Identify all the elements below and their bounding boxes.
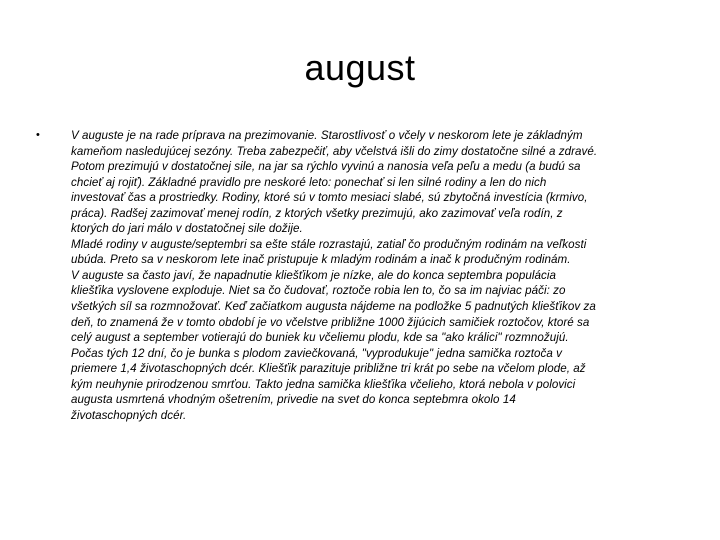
bullet-icon: • [36,129,40,141]
slide-title: august [304,47,416,88]
text-line: investovať čas a prostriedky. Rodiny, ktoré sú v tomto mesiaci slabé, sú zbytočná investícia (krmivo, [71,191,588,205]
text-line: práca). Radšej zazimovať menej rodín, z ktorých všetky prezimujú, ako zazimovať veľa rodín, z [71,206,563,220]
text-line: chcieť aj rojiť). Základné pravidlo pre neskoré leto: ponechať si len silné rodiny a len do nich [71,175,547,189]
text-line: augusta usmrtená vhodným ošetrením, privedie na svet do konca septebmra okolo 14 [71,393,516,407]
text-line: ktorých do jari málo v dostatočnej sile dožije. [71,222,303,236]
text-line: životaschopných dcér. [71,408,187,422]
bullet-item [36,128,684,423]
text-line: celý august a september votierajú do buniek ku včeliemu plodu, kde sa "ako králici" rozmnožujú. [71,331,569,345]
text-line: deň, to znamená že v tomto období je vo včelstve približne 1000 žijúcich samičiek roztočov, ktoré sa [71,315,590,329]
slide-content [36,128,684,423]
text-line: Potom prezimujú v dostatočnej sile, na jar sa rýchlo vyvinú a nanosia veľa peľu a medu (a budú sa [71,160,581,174]
text-line: všetkých síl sa rozmnožovať. Keď začiatkom augusta nájdeme na podložke 5 padnutých kliešťikov za [71,300,596,314]
text-line: V auguste je na rade príprava na prezimovanie. Starostlivosť o včely v neskorom lete je základným [71,129,583,142]
text-line: kým neuhynie prirodzenou smrťou. Takto jedna samička kliešťika včelieho, ktorá nebola v polovici [71,377,576,391]
text-line: ubúda. Preto sa v neskorom lete inač pristupuje k mladým rodinám a inač k produčným rodinám. [71,253,571,267]
text-line: kliešťika vyslovene exploduje. Niet sa čo čudovať, roztoče robia len to, čo sa im najviac páči: zo [71,284,566,298]
bullet-text [71,128,684,423]
text-line: V auguste sa často javí, že napadnutie kliešťikom je nízke, ale do konca septembra populácia [71,268,556,282]
text-line: priemere 1,4 životaschopných dcér. Kliešťik parazituje približne tri krát po sebe na včelom plode, až [71,362,586,376]
text-line: Počas tých 12 dní, čo je bunka s plodom zaviečkovaná, "vyprodukuje" jedna samička roztoča v [71,346,562,360]
text-line: Mladé rodiny v auguste/septembri sa ešte stále rozrastajú, zatiaľ čo produčným rodinám na veľkosti [71,237,587,251]
text-line: kameňom nasledujúcej sezóny. Treba zabezpečiť, aby včelstvá išli do zimy dostatočne silné a zdravé. [71,144,598,158]
